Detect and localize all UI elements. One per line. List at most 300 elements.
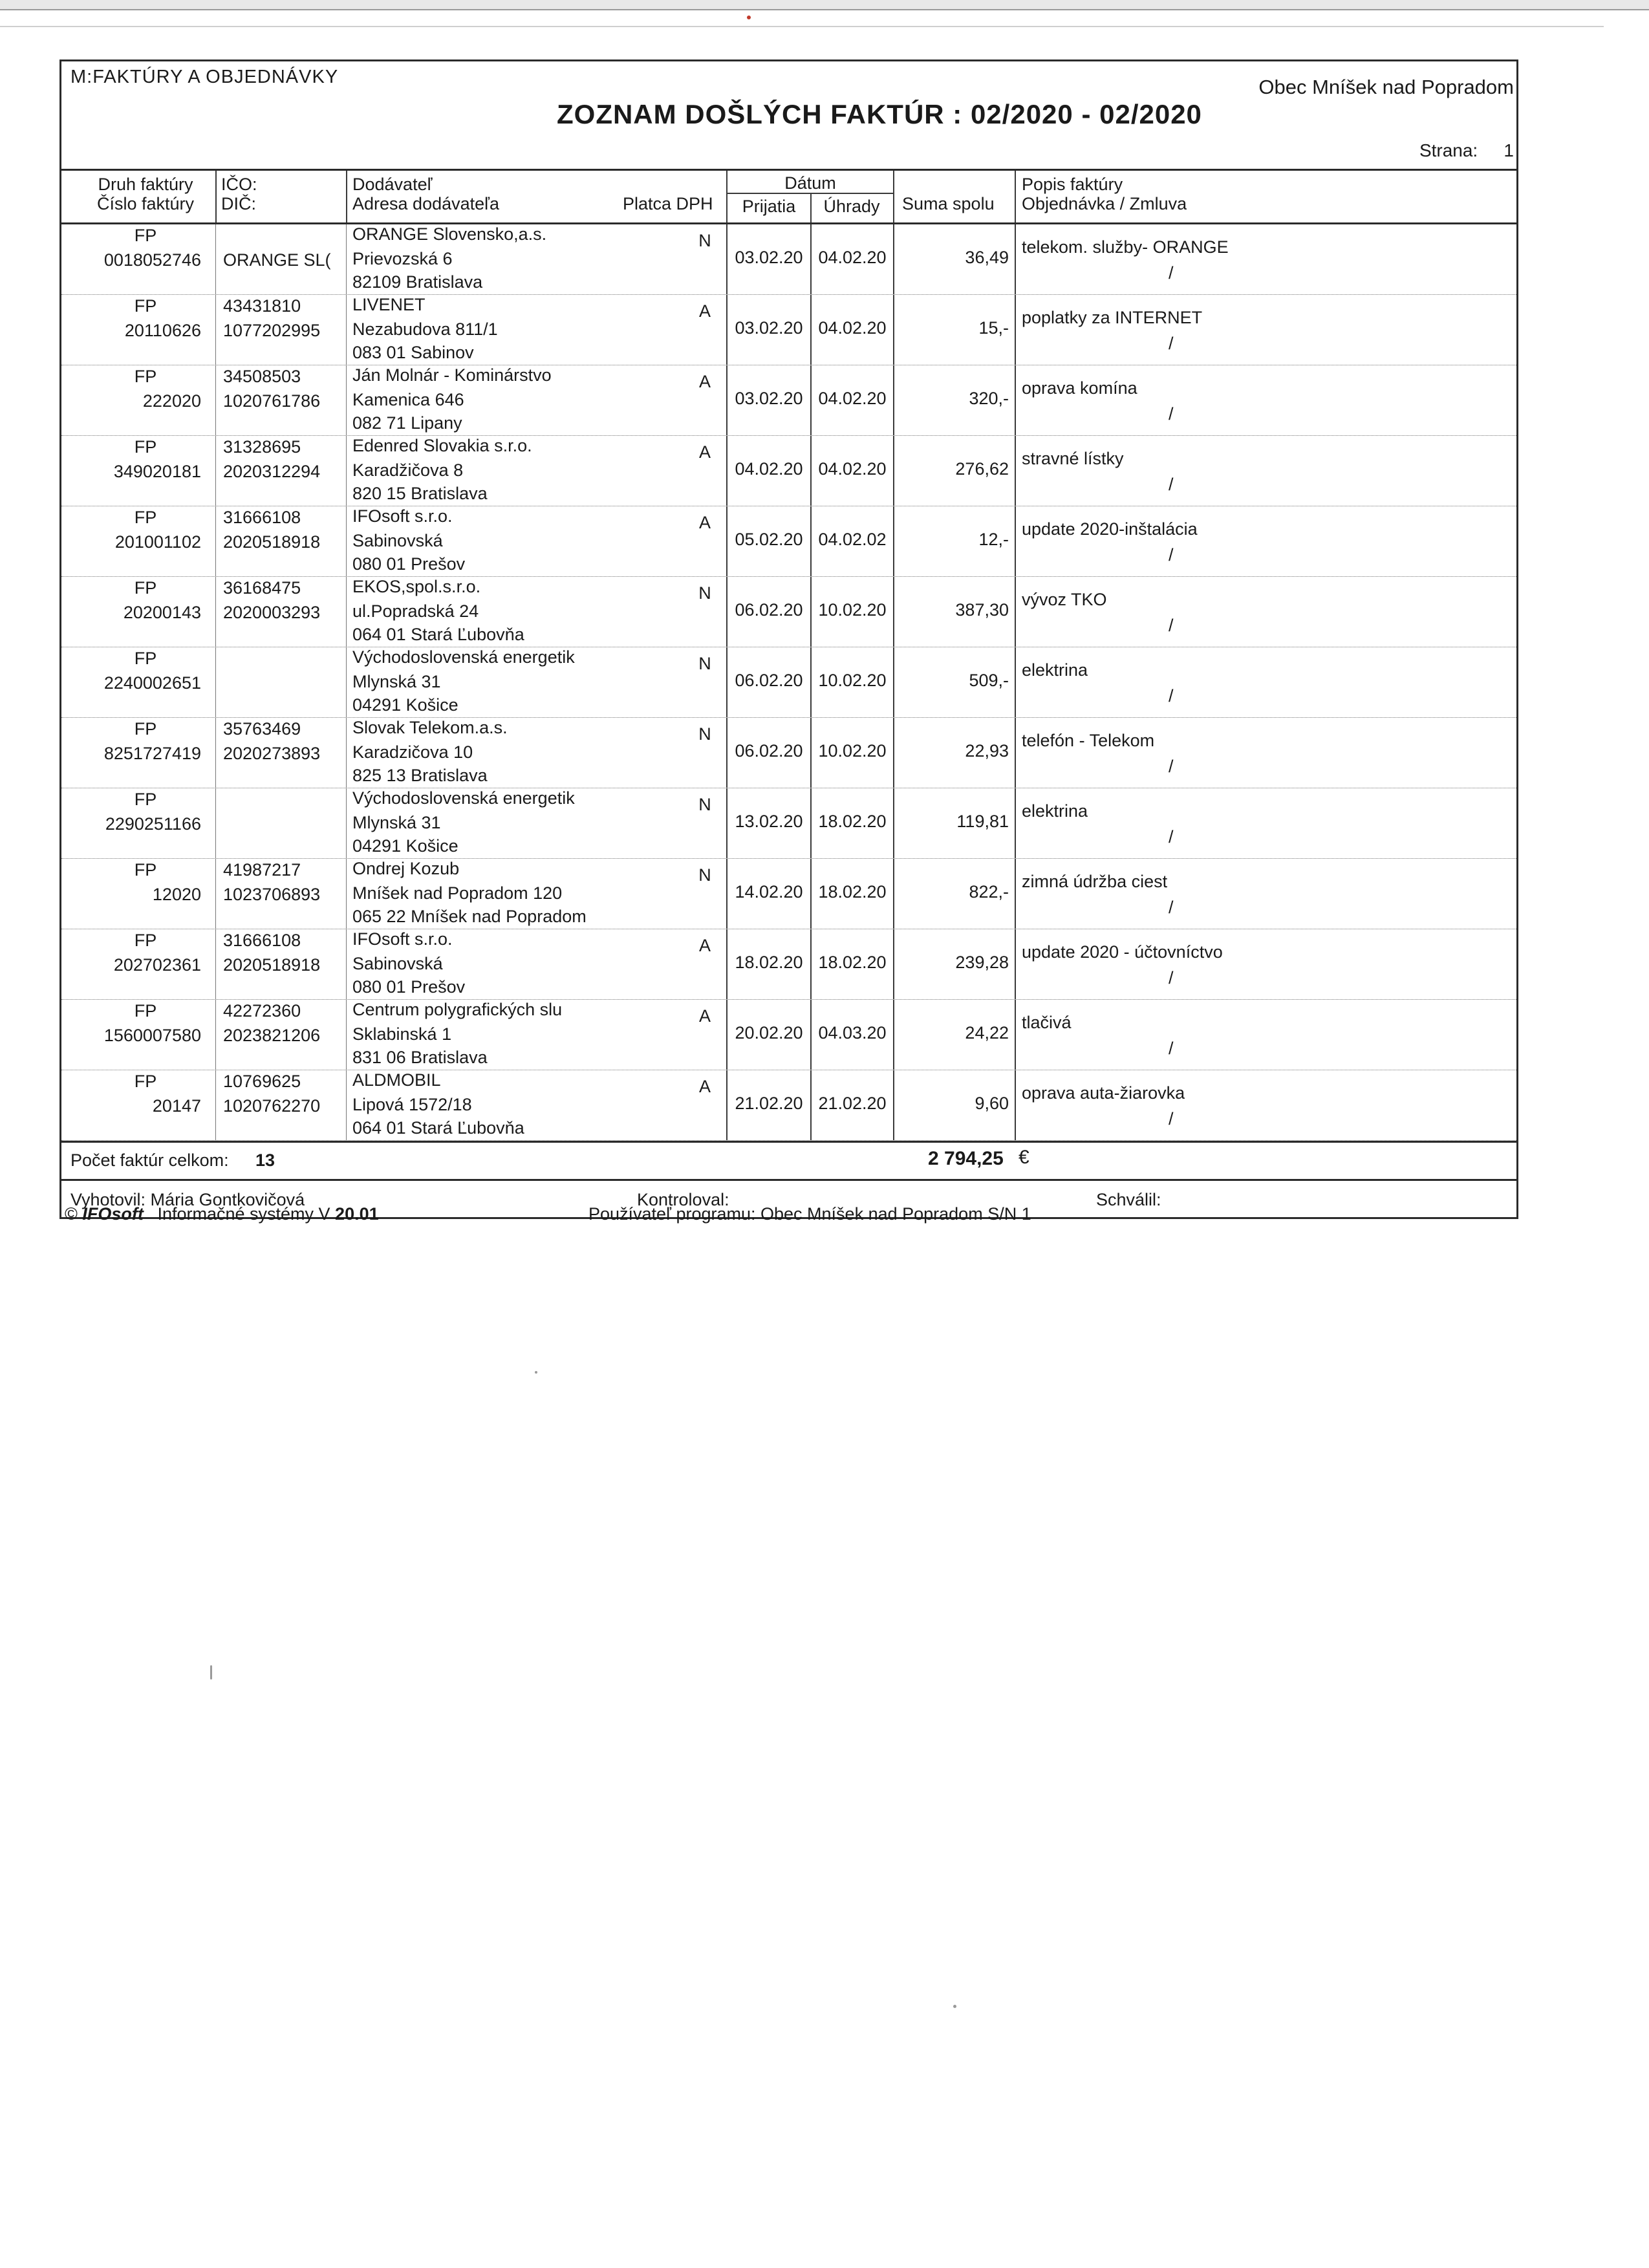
col-divider — [810, 194, 812, 222]
supplier-street: Prievozská 6 — [352, 249, 453, 268]
supplier-city: 080 01 Prešov — [352, 977, 466, 997]
supplier-city: 04291 Košice — [352, 836, 458, 856]
col-divider — [346, 647, 347, 717]
col-divider — [215, 1070, 216, 1140]
supplier-city: 083 01 Sabinov — [352, 343, 474, 362]
col-divider — [893, 788, 894, 858]
col-divider — [1015, 171, 1016, 222]
invoice-type: FP — [134, 1072, 157, 1091]
supplier-dic: 2020312294 — [223, 462, 321, 481]
vat-payer-flag: N — [698, 865, 711, 885]
invoice-type: FP — [134, 790, 157, 809]
supplier-dic: ORANGE SL( — [223, 250, 331, 270]
vat-payer-flag: N — [698, 583, 711, 603]
date-paid: 04.02.20 — [818, 248, 887, 267]
invoice-number: 20147 — [152, 1096, 201, 1116]
order-reference: / — [1169, 686, 1174, 706]
supplier-street: Mlynská 31 — [352, 813, 441, 832]
vat-payer-flag: N — [698, 795, 711, 814]
table-row — [61, 1070, 1516, 1141]
invoice-description: tlačivá — [1022, 1013, 1072, 1032]
invoice-type: FP — [134, 508, 157, 527]
col-order: Objednávka / Zmluva — [1022, 194, 1187, 213]
invoice-type: FP — [134, 578, 157, 598]
invoice-type: FP — [134, 296, 157, 316]
supplier-dic: 1023706893 — [223, 885, 321, 904]
invoice-total: 239,28 — [955, 953, 1009, 972]
date-received: 05.02.20 — [735, 530, 803, 549]
invoice-total: 9,60 — [975, 1094, 1009, 1113]
col-divider — [726, 224, 727, 294]
col-divider — [346, 295, 347, 365]
col-divider — [346, 224, 347, 294]
invoice-description: telekom. služby- ORANGE — [1022, 237, 1229, 257]
col-divider — [893, 929, 894, 999]
supplier-street: ul.Popradská 24 — [352, 601, 479, 621]
invoice-total: 276,62 — [955, 459, 1009, 479]
supplier-dic: 2020273893 — [223, 744, 321, 763]
invoice-number: 12020 — [152, 885, 201, 904]
col-divider — [810, 224, 812, 294]
col-divider — [215, 788, 216, 858]
invoice-number: 8251727419 — [103, 744, 201, 763]
col-date-received: Prijatia — [742, 197, 796, 216]
invoice-number: 2290251166 — [105, 814, 201, 834]
col-divider — [1015, 436, 1016, 506]
col-divider — [893, 436, 894, 506]
col-divider — [346, 577, 347, 647]
col-divider — [810, 718, 812, 788]
date-received: 06.02.20 — [735, 671, 803, 690]
col-divider — [810, 506, 812, 576]
table-row — [61, 577, 1516, 647]
supplier-name: ORANGE Slovensko,a.s. — [352, 224, 547, 244]
supplier-city: 082 71 Lipany — [352, 413, 462, 433]
date-received: 03.02.20 — [735, 248, 803, 267]
col-divider — [346, 1000, 347, 1070]
supplier-name: LIVENET — [352, 295, 426, 314]
invoice-number: 20200143 — [123, 603, 201, 622]
supplier-name: Ján Molnár - Kominárstvo — [352, 365, 552, 385]
col-divider — [893, 647, 894, 717]
supplier-city: 82109 Bratislava — [352, 272, 483, 292]
table-row — [61, 224, 1516, 295]
col-divider — [726, 647, 727, 717]
supplier-name: Centrum polygrafických slu — [352, 1000, 563, 1019]
col-dic: DIČ: — [221, 194, 256, 213]
page-indicator — [1419, 140, 1514, 161]
invoice-list-frame — [59, 59, 1518, 1219]
col-divider — [810, 295, 812, 365]
invoice-total: 320,- — [969, 389, 1009, 408]
invoice-description: poplatky za INTERNET — [1022, 308, 1203, 327]
copyright-symbol: © — [65, 1204, 78, 1224]
col-divider — [893, 295, 894, 365]
scan-speck — [953, 2005, 956, 2008]
date-received: 20.02.20 — [735, 1023, 803, 1042]
col-divider — [893, 171, 894, 222]
col-divider — [1015, 365, 1016, 435]
checked-by: Kontroloval: — [637, 1190, 729, 1209]
col-divider — [346, 171, 347, 222]
col-divider — [1015, 929, 1016, 999]
module-name: M:FAKTÚRY A OBJEDNÁVKY — [70, 67, 339, 87]
invoice-description: zimná údržba ciest — [1022, 872, 1168, 891]
col-divider — [1015, 718, 1016, 788]
supplier-city: 825 13 Bratislava — [352, 766, 488, 785]
col-supplier-address: Adresa dodávateľa — [352, 194, 500, 213]
date-paid: 04.02.20 — [818, 389, 887, 408]
supplier-ico: 43431810 — [223, 296, 301, 316]
invoice-total: 387,30 — [955, 600, 1009, 620]
report-title: ZOZNAM DOŠLÝCH FAKTÚR : 02/2020 - 02/2020 — [557, 99, 1202, 129]
supplier-street: Mlynská 31 — [352, 672, 441, 691]
vat-payer-flag: A — [698, 513, 711, 532]
vat-payer-flag: A — [698, 1077, 711, 1096]
supplier-dic: 2023821206 — [223, 1026, 321, 1045]
vat-payer-flag: N — [698, 231, 711, 250]
scan-speck — [535, 1371, 537, 1374]
col-divider — [893, 859, 894, 929]
supplier-city: 080 01 Prešov — [352, 554, 466, 574]
col-supplier: Dodávateľ — [352, 175, 433, 194]
vat-payer-flag: N — [698, 654, 711, 673]
date-paid: 04.02.02 — [818, 530, 887, 549]
date-paid: 04.03.20 — [818, 1023, 887, 1042]
date-received: 14.02.20 — [735, 882, 803, 902]
col-divider — [726, 506, 727, 576]
supplier-city: 064 01 Stará Ľubovňa — [352, 1118, 524, 1138]
order-reference: / — [1169, 545, 1174, 565]
col-divider — [726, 718, 727, 788]
currency-symbol: € — [1018, 1147, 1029, 1168]
col-divider — [726, 295, 727, 365]
order-reference: / — [1169, 1039, 1174, 1058]
supplier-dic: 2020518918 — [223, 955, 321, 975]
col-divider — [215, 224, 216, 294]
vat-payer-flag: A — [698, 301, 711, 321]
supplier-ico: 31328695 — [223, 437, 301, 457]
col-vat-payer: Platca DPH — [623, 194, 713, 213]
col-divider — [1015, 506, 1016, 576]
invoice-total: 24,22 — [965, 1023, 1009, 1042]
col-divider — [726, 171, 727, 222]
invoice-type: FP — [134, 719, 157, 739]
supplier-ico: 10769625 — [223, 1072, 301, 1091]
col-divider — [810, 1000, 812, 1070]
col-divider — [215, 365, 216, 435]
col-date-paid: Úhrady — [823, 197, 880, 216]
invoice-count-label: Počet faktúr celkom: — [70, 1150, 229, 1170]
invoice-total: 15,- — [978, 318, 1009, 338]
date-paid: 10.02.20 — [818, 600, 887, 620]
col-divider — [726, 788, 727, 858]
col-divider — [1015, 1070, 1016, 1140]
table-row — [61, 859, 1516, 929]
supplier-street: Nezabudova 811/1 — [352, 319, 498, 339]
invoice-number: 1560007580 — [103, 1026, 201, 1045]
col-divider — [810, 929, 812, 999]
supplier-name: Edenred Slovakia s.r.o. — [352, 436, 532, 455]
col-divider — [346, 788, 347, 858]
software-version: 20.01 — [335, 1204, 379, 1224]
col-divider — [810, 365, 812, 435]
order-reference: / — [1169, 334, 1174, 353]
supplier-ico: 41987217 — [223, 860, 301, 880]
col-divider — [215, 295, 216, 365]
col-divider — [726, 1070, 727, 1140]
invoice-description: elektrina — [1022, 660, 1088, 680]
col-divider — [726, 365, 727, 435]
col-divider — [810, 859, 812, 929]
software-credit — [65, 1204, 379, 1224]
scan-top-edge — [0, 0, 1649, 10]
invoice-number: 2240002651 — [103, 673, 201, 693]
prepared-by: Vyhotovil: Mária Gontkovičová — [70, 1190, 305, 1209]
date-paid: 10.02.20 — [818, 741, 887, 761]
supplier-street: Sklabinská 1 — [352, 1024, 452, 1044]
invoice-type: FP — [134, 649, 157, 668]
date-received: 06.02.20 — [735, 600, 803, 620]
col-divider — [215, 1000, 216, 1070]
col-divider — [893, 365, 894, 435]
col-divider — [1015, 295, 1016, 365]
col-divider — [346, 1070, 347, 1140]
col-total: Suma spolu — [902, 194, 995, 213]
invoice-number: 202702361 — [113, 955, 201, 975]
invoice-type: FP — [134, 367, 157, 386]
supplier-dic: 1020761786 — [223, 391, 321, 411]
supplier-dic: 2020518918 — [223, 532, 321, 552]
table-row — [61, 436, 1516, 506]
col-divider — [1015, 647, 1016, 717]
date-paid: 10.02.20 — [818, 671, 887, 690]
invoice-description: update 2020-inštalácia — [1022, 519, 1198, 539]
order-reference: / — [1169, 757, 1174, 776]
col-divider — [346, 506, 347, 576]
order-reference: / — [1169, 616, 1174, 635]
invoice-description: stravné lístky — [1022, 449, 1124, 468]
supplier-name: Východoslovenská energetik — [352, 788, 575, 808]
supplier-city: 831 06 Bratislava — [352, 1048, 488, 1067]
date-paid: 18.02.20 — [818, 953, 887, 972]
invoice-total: 22,93 — [965, 741, 1009, 761]
col-divider — [346, 436, 347, 506]
organization-name: Obec Mníšek nad Popradom — [1258, 76, 1514, 98]
supplier-city: 04291 Košice — [352, 695, 458, 715]
col-divider — [810, 436, 812, 506]
order-reference: / — [1169, 827, 1174, 847]
table-row — [61, 788, 1516, 859]
invoice-type: FP — [134, 860, 157, 880]
approved-by: Schválil: — [1096, 1190, 1161, 1209]
supplier-ico: 31666108 — [223, 508, 301, 527]
page-number: 1 — [1503, 140, 1514, 160]
invoice-description: telefón - Telekom — [1022, 731, 1155, 750]
table-row — [61, 1000, 1516, 1070]
invoice-total: 36,49 — [965, 248, 1009, 267]
summary-row — [61, 1141, 1516, 1181]
date-subdivider — [726, 193, 893, 194]
scan-speck — [747, 16, 751, 19]
col-divider — [215, 718, 216, 788]
table-row — [61, 718, 1516, 788]
supplier-name: IFOsoft s.r.o. — [352, 929, 453, 949]
col-divider — [215, 929, 216, 999]
invoice-type: FP — [134, 931, 157, 950]
col-divider — [726, 577, 727, 647]
date-paid: 18.02.20 — [818, 882, 887, 902]
invoice-description: oprava auta-žiarovka — [1022, 1083, 1185, 1103]
col-divider — [215, 506, 216, 576]
date-received: 06.02.20 — [735, 741, 803, 761]
table-row — [61, 647, 1516, 718]
supplier-ico: 31666108 — [223, 931, 301, 950]
col-type: Druh faktúry — [98, 175, 193, 194]
invoice-description: elektrina — [1022, 801, 1088, 821]
date-paid: 04.02.20 — [818, 459, 887, 479]
vat-payer-flag: A — [698, 442, 711, 462]
supplier-dic: 1020762270 — [223, 1096, 321, 1116]
col-divider — [215, 647, 216, 717]
invoice-type: FP — [134, 437, 157, 457]
col-divider — [893, 1000, 894, 1070]
supplier-street: Kamenica 646 — [352, 390, 464, 409]
report-header — [61, 61, 1516, 171]
order-reference: / — [1169, 1109, 1174, 1129]
col-divider — [810, 788, 812, 858]
col-divider — [893, 718, 894, 788]
supplier-name: Ondrej Kozub — [352, 859, 460, 878]
supplier-street: Sabinovská — [352, 531, 443, 550]
date-received: 18.02.20 — [735, 953, 803, 972]
vat-payer-flag: A — [698, 1006, 711, 1026]
invoice-number: 222020 — [142, 391, 201, 411]
col-date: Dátum — [784, 173, 836, 193]
col-divider — [1015, 788, 1016, 858]
invoice-description: vývoz TKO — [1022, 590, 1107, 609]
program-user: Používateľ programu: Obec Mníšek nad Popradom S/N 1 — [588, 1204, 1031, 1224]
col-divider — [215, 859, 216, 929]
order-reference: / — [1169, 898, 1174, 917]
date-paid: 21.02.20 — [818, 1094, 887, 1113]
col-divider — [893, 506, 894, 576]
table-row — [61, 506, 1516, 577]
page-label: Strana: — [1419, 140, 1478, 160]
supplier-city: 064 01 Stará Ľubovňa — [352, 625, 524, 644]
order-reference: / — [1169, 475, 1174, 494]
invoice-total: 509,- — [969, 671, 1009, 690]
table-row — [61, 929, 1516, 1000]
table-row — [61, 295, 1516, 365]
col-description: Popis faktúry — [1022, 175, 1123, 194]
col-ico: IČO: — [221, 175, 257, 194]
invoice-table-body — [61, 224, 1516, 1141]
vat-payer-flag: N — [698, 724, 711, 744]
invoice-number: 20110626 — [124, 321, 201, 340]
invoice-description: update 2020 - účtovníctvo — [1022, 942, 1223, 962]
date-received: 03.02.20 — [735, 389, 803, 408]
supplier-city: 065 22 Mníšek nad Popradom — [352, 907, 587, 926]
grand-total: 2 794,25 — [928, 1148, 1004, 1169]
col-divider — [1015, 224, 1016, 294]
date-received: 13.02.20 — [735, 812, 803, 831]
col-divider — [810, 1070, 812, 1140]
supplier-street: Karadžičova 8 — [352, 460, 464, 480]
col-divider — [215, 436, 216, 506]
column-header — [61, 171, 1516, 224]
col-divider — [726, 436, 727, 506]
invoice-description: oprava komína — [1022, 378, 1137, 398]
invoice-count: 13 — [255, 1150, 275, 1170]
invoice-total: 822,- — [969, 882, 1009, 902]
software-system: Informačné systémy V — [157, 1204, 330, 1224]
invoice-type: FP — [134, 226, 157, 245]
scan-top-line — [0, 26, 1604, 27]
col-divider — [346, 929, 347, 999]
col-divider — [810, 577, 812, 647]
order-reference: / — [1169, 263, 1174, 283]
supplier-dic: 1077202995 — [223, 321, 321, 340]
date-paid: 18.02.20 — [818, 812, 887, 831]
col-divider — [726, 859, 727, 929]
invoice-total: 12,- — [978, 530, 1009, 549]
order-reference: / — [1169, 404, 1174, 424]
col-divider — [1015, 859, 1016, 929]
col-number: Číslo faktúry — [96, 194, 195, 213]
vat-payer-flag: A — [698, 372, 711, 391]
col-divider — [893, 1070, 894, 1140]
supplier-name: Východoslovenská energetik — [352, 647, 575, 667]
supplier-dic: 2020003293 — [223, 603, 321, 622]
supplier-street: Karadzičova 10 — [352, 742, 473, 762]
date-received: 03.02.20 — [735, 318, 803, 338]
software-brand: IFOsoft — [82, 1204, 144, 1224]
supplier-ico: 35763469 — [223, 719, 301, 739]
supplier-city: 820 15 Bratislava — [352, 484, 488, 503]
supplier-name: IFOsoft s.r.o. — [352, 506, 453, 526]
invoice-number: 0018052746 — [103, 250, 201, 270]
supplier-street: Lipová 1572/18 — [352, 1095, 472, 1114]
vat-payer-flag: A — [698, 936, 711, 955]
col-divider — [726, 929, 727, 999]
table-row — [61, 365, 1516, 436]
date-received: 21.02.20 — [735, 1094, 803, 1113]
col-divider — [810, 647, 812, 717]
col-divider — [893, 577, 894, 647]
invoice-total: 119,81 — [956, 812, 1009, 831]
supplier-name: EKOS,spol.s.r.o. — [352, 577, 481, 596]
invoice-type: FP — [134, 1001, 157, 1021]
col-divider — [1015, 1000, 1016, 1070]
col-divider — [1015, 577, 1016, 647]
supplier-name: ALDMOBIL — [352, 1070, 441, 1090]
supplier-ico: 42272360 — [223, 1001, 301, 1021]
supplier-name: Slovak Telekom.a.s. — [352, 718, 508, 737]
date-paid: 04.02.20 — [818, 318, 887, 338]
supplier-ico: 36168475 — [223, 578, 301, 598]
col-divider — [893, 224, 894, 294]
col-divider — [346, 365, 347, 435]
col-divider — [346, 859, 347, 929]
supplier-street: Mníšek nad Popradom 120 — [352, 883, 563, 903]
invoice-number: 201001102 — [114, 532, 201, 552]
col-divider — [346, 718, 347, 788]
col-divider — [726, 1000, 727, 1070]
col-divider — [215, 577, 216, 647]
scan-speck — [210, 1665, 212, 1679]
supplier-street: Sabinovská — [352, 954, 443, 973]
